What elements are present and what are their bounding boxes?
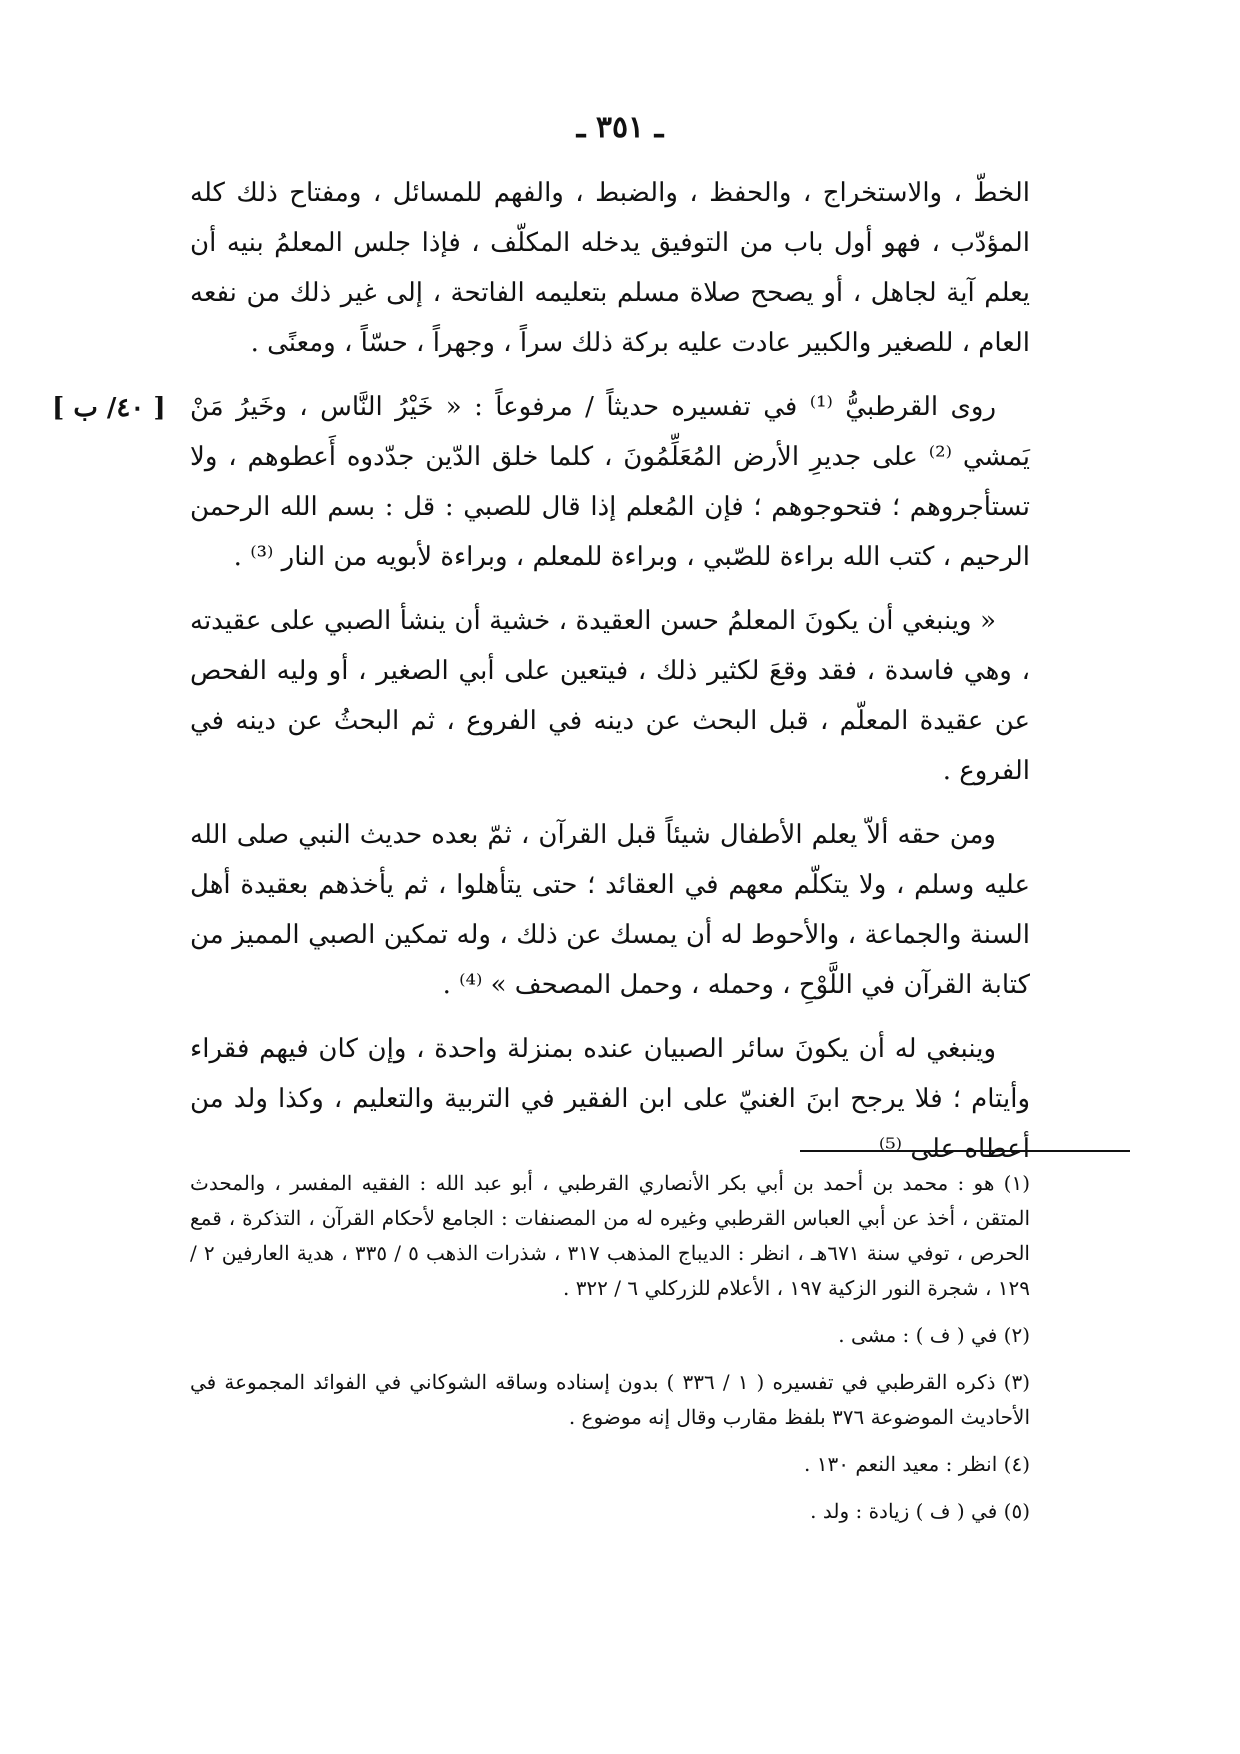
footnote: (٣) ذكره القرطبي في تفسيره ( ١ / ٣٣٦ ) بدون إسناده وساقه الشوكاني في الفوائد المجموعة في الأحاديث الموضوعة ٣٧٦ بلفظ مقارب وقال إنه موضوع . bbox=[190, 1370, 1031, 1429]
main-text bbox=[190, 168, 1030, 1188]
footnotes bbox=[190, 1166, 1030, 1541]
paragraph: « وينبغي أن يكونَ المعلمُ حسن العقيدة ، خشية أن ينشأ الصبي على عقيدته ، وهي فاسدة ، فقد وقعَ لكثير ذلك ، فيتعين على أبي الصغير ، أو وليه الفحص عن عقيدة المعلّم ، قبل البحث عن دينه في الفروع ، ثم البحثُ عن دينه في الفروع . bbox=[190, 606, 1030, 786]
paragraph: وينبغي له أن يكونَ سائر الصبيان عنده بمنزلة واحدة ، وإن كان فيهم فقراء وأيتام ؛ فلا يرجح ابنَ الغنيّ على ابن الفقير في التربية والتعليم ، وكذا ولد من أعطاه على ⁽⁵⁾ bbox=[190, 1034, 1030, 1164]
paragraph: روى القرطبيُّ ⁽¹⁾ في تفسيره حديثاً / مرفوعاً : « خَيْرُ النَّاس ، وخَيرُ مَنْ يَمشي ⁽²⁾ على جديرِ الأرض المُعَلِّمُونَ ، كلما خلق الدّين جدّدوه أَعطوهم ، ولا تستأجروهم ؛ فتحوجوهم ؛ فإن المُعلم إذا قال للصبي : قل : بسم الله الرحمن الرحيم ، كتب الله براءة للصّبي ، وبراءة للمعلم ، وبراءة لأبويه من النار ⁽³⁾ . bbox=[190, 392, 1030, 572]
footnote: (٤) انظر : معيد النعم ١٣٠ . bbox=[804, 1452, 1030, 1476]
footnote: (٢) في ( ف ) : مشى . bbox=[838, 1323, 1030, 1347]
footnote: (١) هو : محمد بن أحمد بن أبي بكر الأنصاري القرطبي ، أبو عبد الله : الفقيه المفسر ، والمحدث المتقن ، أخذ عن أبي العباس القرطبي وغيره له من المصنفات : الجامع لأحكام القرآن ، التذكرة ، قمع الحرص ، توفي سنة ٦٧١هـ ، انظر : الديباج المذهب ٣١٧ ، شذرات الذهب ٥ / ٣٣٥ ، هدية العارفين ٢ / ١٢٩ ، شجرة النور الزكية ١٩٧ ، الأعلام للزركلي ٦ / ٣٢٢ . bbox=[190, 1171, 1030, 1300]
footnote-separator bbox=[800, 1150, 1130, 1152]
marginal-folio-note: [ ٤٠/ ب ] bbox=[52, 393, 166, 423]
footnote: (٥) في ( ف ) زيادة : ولد . bbox=[810, 1499, 1030, 1523]
paragraph: ومن حقه ألاّ يعلم الأطفال شيئاً قبل القرآن ، ثمّ بعده حديث النبي صلى الله عليه وسلم ، ولا يتكلّم معهم في العقائد ؛ حتى يتأهلوا ، ثم يأخذهم بعقيدة أهل السنة والجماعة ، والأحوط له أن يمسك عن ذلك ، وله تمكين الصبي المميز من كتابة القرآن في اللَّوْحِ ، وحمله ، وحمل المصحف » ⁽⁴⁾ . bbox=[190, 820, 1030, 1000]
paragraph: الخطّ ، والاستخراج ، والحفظ ، والضبط ، والفهم للمسائل ، ومفتاح ذلك كله المؤدّب ، فهو أول باب من التوفيق يدخله المكلّف ، فإذا جلس المعلمُ بنيه أن يعلم آية لجاهل ، أو يصحح صلاة مسلم بتعليمه الفاتحة ، إلى غير ذلك من نفعه العام ، للصغير والكبير عادت عليه بركة ذلك سراً ، وجهراً ، حسّاً ، ومعنًى . bbox=[190, 178, 1030, 358]
page-number: ـ ٣٥١ ـ bbox=[576, 110, 664, 145]
